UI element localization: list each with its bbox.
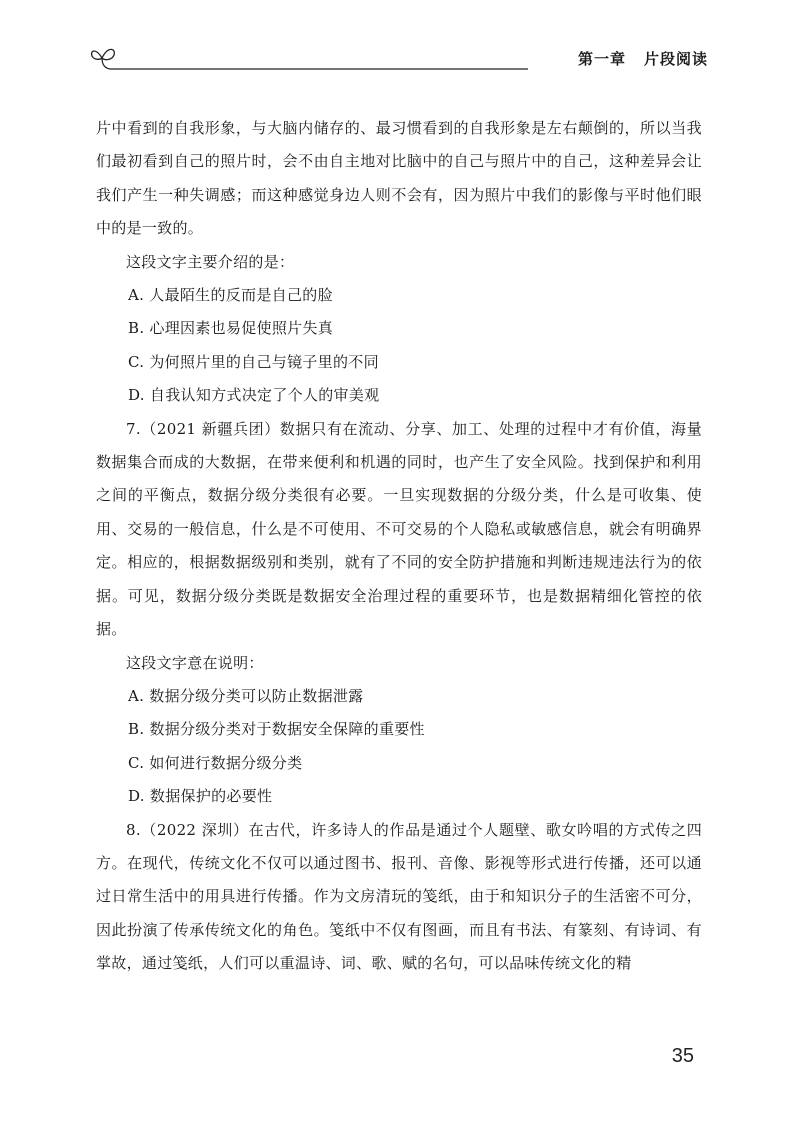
question-7-stem: 7.（2021 新疆兵团）数据只有在流动、分享、加工、处理的过程中才有价值，海量数据集合而成的大数据，在带来便利和机遇的同时，也产生了安全风险。找到保护和利用之间的平衡点，数据分级分类很有必要。一旦实现数据的分级分类，什么是可收集、使用、交易的一般信息，什么是不可使用、不可交易的个人隐私或敏感信息，就会有明确界定。相应的，根据数据级别和类别，就有了不同的安全防护措施和判断违规违法行为的依据。可见，数据分级分类既是数据安全治理过程的重要环节，也是数据精细化管控的依据。 — [96, 419, 702, 639]
passage-continuation: 片中看到的自我形象，与大脑内储存的、最习惯看到的自我形象是左右颠倒的，所以当我们最初看到自己的照片时，会不由自主地对比脑中的自己与照片中的自己，这种差异会让我们产生一种失调感；而这种感觉身边人则不会有，因为照片中我们的影像与平时他们眼中的是一致的。 — [96, 119, 702, 238]
question-7-prompt: 这段文字意在说明： — [126, 653, 264, 672]
question-7-option-d: D. 数据保护的必要性 — [128, 787, 273, 806]
question-6-option-a: A. 人最陌生的反而是自己的脸 — [128, 286, 333, 305]
chapter-section: 片段阅读 — [643, 50, 708, 68]
chapter-title — [570, 48, 708, 69]
page-number: 35 — [671, 1045, 694, 1067]
question-8-stem: 8.（2022 深圳）在古代，许多诗人的作品是通过个人题壁、歌女吟唱的方式传之四方。在现代，传统文化不仅可以通过图书、报刊、音像、影视等形式进行传播，还可以通过日常生活中的用具进行传播。作为文房清玩的笺纸，由于和知识分子的生活密不可分，因此扮演了传承传统文化的角色。笺纸中不仅有图画，而且有书法、有篆刻、有诗词、有掌故，通过笺纸，人们可以重温诗、词、歌、赋的名句，可以品味传统文化的精 — [96, 820, 702, 973]
question-6-option-b: B. 心理因素也易促使照片失真 — [128, 319, 334, 338]
question-7-option-b: B. 数据分级分类对于数据安全保障的重要性 — [128, 720, 425, 739]
question-6-option-c: C. 为何照片里的自己与镜子里的不同 — [128, 352, 379, 371]
page-body — [96, 112, 702, 981]
question-6-prompt: 这段文字主要介绍的是： — [126, 252, 295, 271]
running-header — [88, 40, 708, 80]
chapter-number: 第一章 — [577, 50, 626, 68]
question-6-option-d: D. 自我认知方式决定了个人的审美观 — [128, 386, 380, 405]
question-7-option-a: A. 数据分级分类可以防止数据泄露 — [128, 686, 364, 705]
question-7-option-c: C. 如何进行数据分级分类 — [128, 753, 303, 772]
